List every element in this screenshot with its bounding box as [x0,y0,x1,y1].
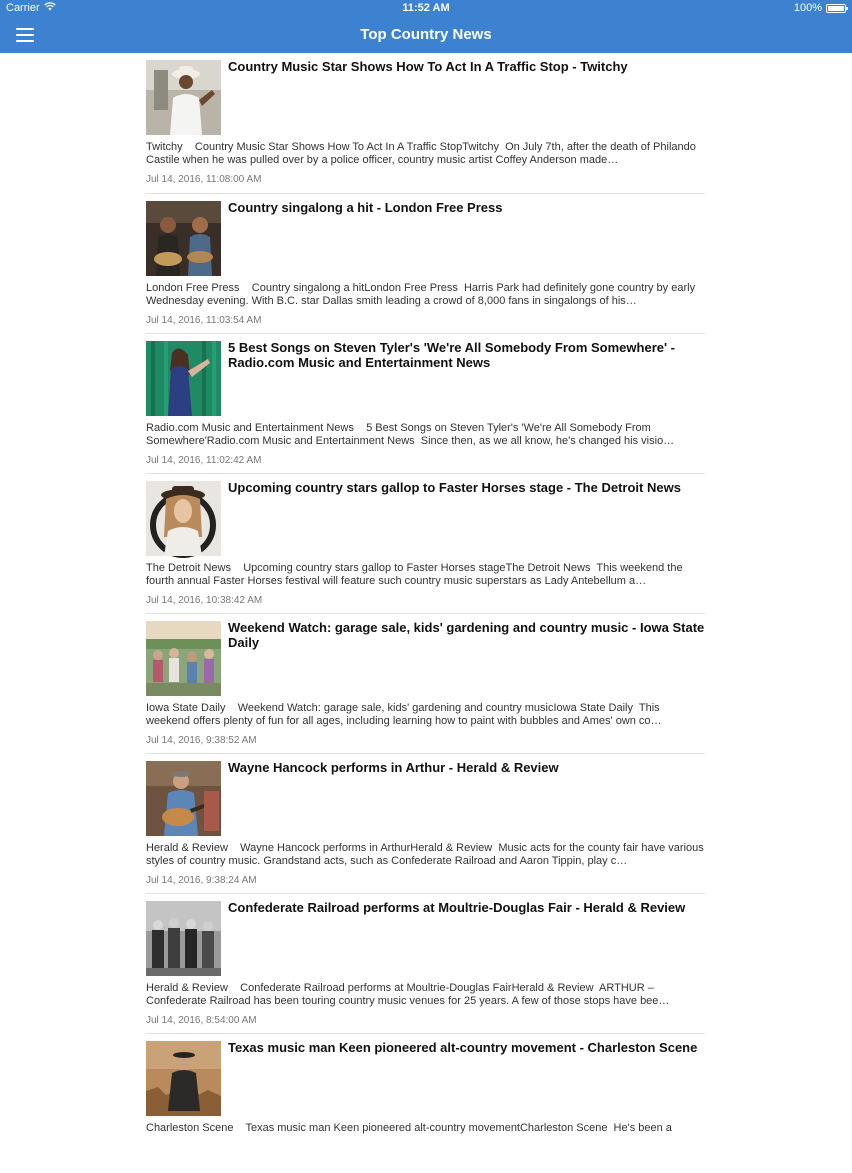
article-headline[interactable]: Texas music man Keen pioneered alt-country movement - Charleston Scene [228,1040,698,1055]
news-list [146,53,705,1173]
article-summary: Herald & Review Confederate Railroad performs at Moultrie-Douglas FairHerald & Review ARTHUR – Confederate Railroad has been touring country music venues for 25 years. A few of those stops have bee… [146,982,670,1007]
article-thumbnail[interactable] [146,901,221,976]
article-date: Jul 14, 2016, 9:38:24 AM [146,875,257,886]
article-summary: Charleston Scene Texas music man Keen pioneered alt-country movementCharleston Scene He's been a [146,1122,672,1134]
article-summary: London Free Press Country singalong a hitLondon Free Press Harris Park had definitely gone country by early Wednesday evening. With B.C. star Dallas smith leading a crowd of 8,000 fans in singalongs of his… [146,282,699,307]
battery-icon [826,4,846,13]
article-summary: Herald & Review Wayne Hancock performs in ArthurHerald & Review Music acts for the county fair have various styles of country music. Grandstand acts, such as Confederate Railroad and Aaron Tippin, play c… [146,842,707,867]
article-summary: Radio.com Music and Entertainment News 5 Best Songs on Steven Tyler's 'We're All Somebody From Somewhere'Radio.com Music and Entertainment News Since then, as we all know, he's changed his visio… [146,422,675,447]
article-thumbnail[interactable] [146,761,221,836]
article-headline[interactable]: Wayne Hancock performs in Arthur - Herald & Review [228,760,559,775]
news-item[interactable] [146,193,705,333]
status-bar [0,0,852,18]
article-thumbnail[interactable] [146,60,221,135]
news-item[interactable] [146,753,705,893]
article-date: Jul 14, 2016, 11:02:42 AM [146,455,262,466]
article-date: Jul 14, 2016, 10:38:42 AM [146,595,263,606]
battery-percent: 100% [793,2,822,14]
nav-bar [0,18,852,53]
clock: 11:52 AM [402,2,450,14]
article-date: Jul 14, 2016, 11:08:00 AM [146,174,262,185]
article-summary: Iowa State Daily Weekend Watch: garage sale, kids' gardening and country musicIowa State Daily This weekend offers plenty of fun for all ages, including learning how to paint with bubbles and Ames' own co… [146,702,663,727]
news-item[interactable] [146,333,705,473]
article-thumbnail[interactable] [146,621,221,696]
article-thumbnail[interactable] [146,341,221,416]
article-headline[interactable]: Country Music Star Shows How To Act In A Traffic Stop - Twitchy [228,59,628,74]
article-date: Jul 14, 2016, 11:03:54 AM [146,315,262,326]
article-headline[interactable]: Upcoming country stars gallop to Faster Horses stage - The Detroit News [228,480,681,495]
article-date: Jul 14, 2016, 8:54:00 AM [146,1015,257,1026]
article-headline[interactable]: Confederate Railroad performs at Moultrie-Douglas Fair - Herald & Review [228,900,686,915]
news-item[interactable] [146,613,705,753]
news-item[interactable] [146,1033,705,1173]
article-headline[interactable]: Country singalong a hit - London Free Press [228,200,503,215]
article-summary: Twitchy Country Music Star Shows How To Act In A Traffic StopTwitchy On July 7th, after the death of Philando Castile when he was pulled over by a police officer, country music artist Coffey Anderson made… [146,141,699,166]
article-thumbnail[interactable] [146,201,221,276]
news-item[interactable] [146,473,705,613]
page-title: Top Country News [360,26,492,43]
article-headline[interactable]: 5 Best Songs on Steven Tyler's 'We're All Somebody From Somewhere' - Radio.com Music and Entertainment News [228,340,676,370]
article-summary: The Detroit News Upcoming country stars gallop to Faster Horses stageThe Detroit News This weekend the fourth annual Faster Horses festival will feature such country music superstars as Lady Antebellum a… [146,562,686,587]
news-item[interactable] [146,893,705,1033]
carrier-label: Carrier [6,2,40,14]
article-date: Jul 14, 2016, 9:38:52 AM [146,735,257,746]
news-item[interactable] [146,53,705,193]
article-headline[interactable]: Weekend Watch: garage sale, kids' gardening and country music - Iowa State Daily [228,620,705,650]
article-thumbnail[interactable] [146,1041,221,1116]
article-thumbnail[interactable] [146,481,221,556]
